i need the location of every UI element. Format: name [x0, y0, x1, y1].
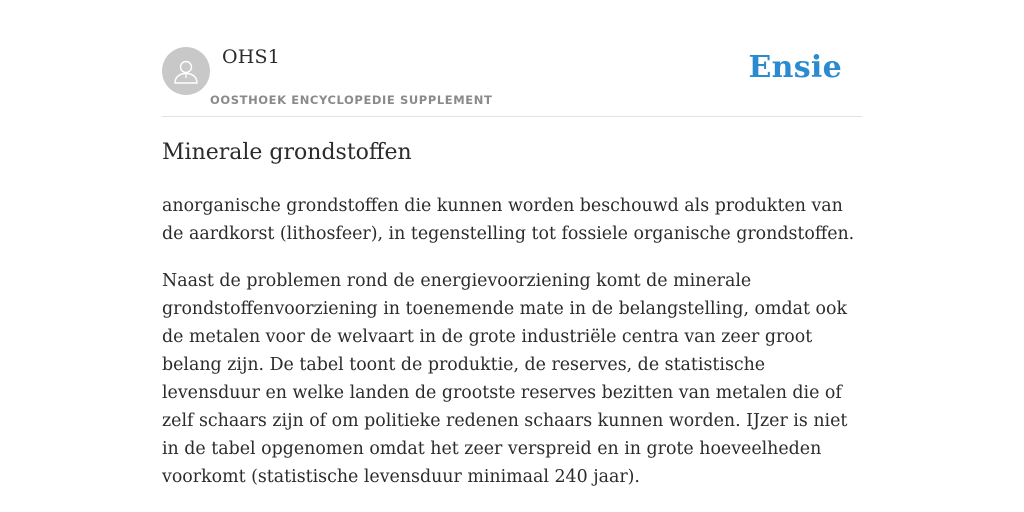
author-avatar[interactable] — [162, 47, 210, 95]
site-logo[interactable]: Ensie — [748, 50, 842, 85]
article-header — [162, 0, 862, 117]
article-paragraph: anorganische grondstoffen die kunnen worden beschouwd als produkten van de aardkorst (lithosfeer), in tegenstelling tot fossiele organische grondstoffen. — [162, 196, 855, 244]
article-body — [162, 192, 864, 510]
page-container — [162, 0, 862, 512]
user-icon — [171, 56, 201, 86]
article-paragraph: Naast de problemen rond de energievoorziening komt de minerale grondstoffenvoorziening in toenemende mate in de belangstelling, omdat ook de metalen voor de welvaart in de grote industriële centra van zeer groot belang zijn. De tabel toont de produktie, de reserves, de statistische levensduur en welke landen de grootste reserves bezitten van metalen die of zelf schaars zijn of om politieke redenen schaars kunnen worden. IJzer is niet in de tabel opgenomen omdat het zeer verspreid en in grote hoeveelheden voorkomt (statistische levensduur minimaal 240 jaar). — [162, 271, 848, 487]
source-label[interactable]: OOSTHOEK ENCYCLOPEDIE SUPPLEMENT — [210, 93, 493, 107]
author-name[interactable]: OHS1 — [222, 46, 281, 68]
article-title: Minerale grondstoffen — [162, 140, 412, 165]
